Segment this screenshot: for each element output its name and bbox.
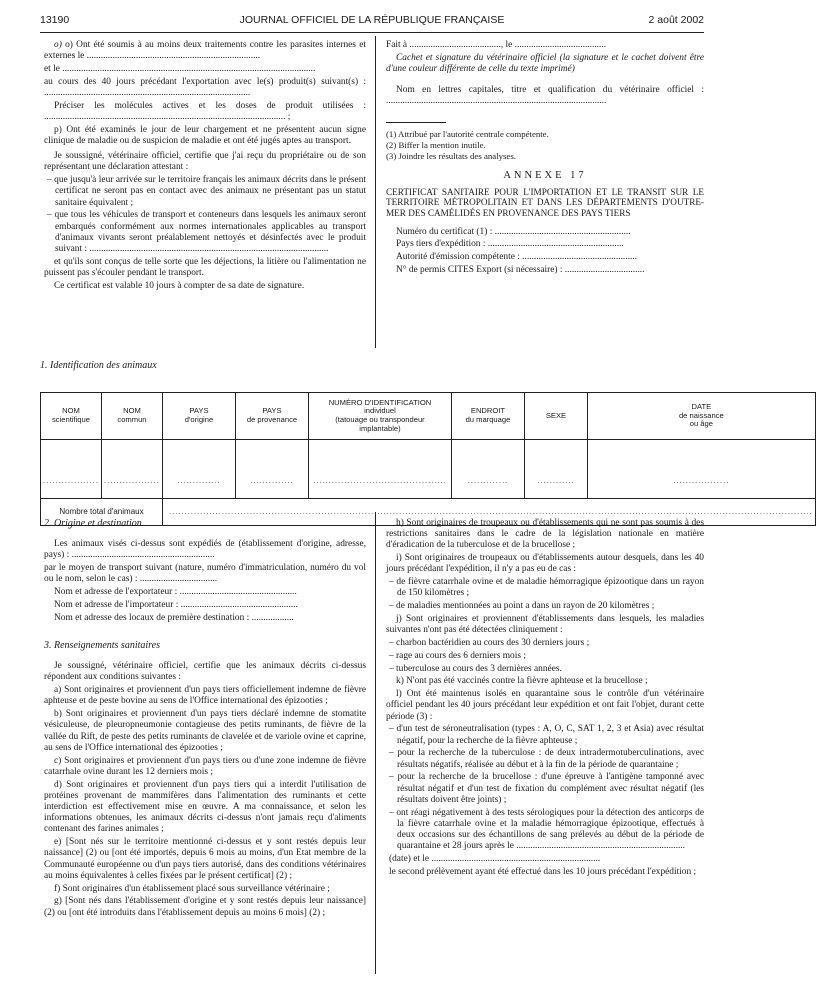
veterinarian-name-line: Nom en lettres capitales, titre et qualification du vétérinaire officiel : .............................................................................................. bbox=[386, 85, 704, 107]
cell-scientific-name: .................. bbox=[41, 440, 102, 499]
cell-marking-location: ............. bbox=[451, 440, 524, 499]
condition-j-item-3: – tuberculose au cours des 3 dernières années. bbox=[389, 663, 562, 674]
importer-line: Nom et adresse de l'importateur : .................................................. bbox=[54, 600, 298, 610]
declaration-item-contact: – que jusqu'à leur arrivée sur le territoire français les animaux décrits dans le présent certificat ne seront pas en contact avec des animaux ne présentant pas un statut sanitaire équivalent ; bbox=[47, 175, 366, 208]
top-right-column bbox=[386, 40, 704, 278]
total-animals-value: ............................................................................................................................................................................................................... bbox=[162, 499, 815, 526]
annexe-title: ANNEXE 17 bbox=[503, 169, 587, 181]
condition-l-item-3: – pour la recherche de la brucellose : d'une épreuve à l'antigène tamponné avec résultat négatif et d'un test de fixation du complément avec résultat négatif (les résultats doivent être joints) ; bbox=[389, 772, 704, 805]
condition-l-second-sample: le second prélèvement ayant été effectué dans les 10 jours précédant l'expédition ; bbox=[389, 866, 697, 877]
first-destination-line: Nom et adresse des locaux de première destination : .................. bbox=[54, 612, 294, 623]
issuing-authority-line: Autorité d'émission compétente : ................................................. bbox=[396, 252, 637, 263]
col-header-sex: SEXE bbox=[524, 393, 587, 440]
condition-f: f) Sont originaires d'un établissement placé sous surveillance vétérinaire ; bbox=[54, 883, 330, 894]
section-1-heading bbox=[40, 360, 704, 373]
shipping-country-line: Pays tiers d'expédition : .......................................................... bbox=[396, 239, 624, 250]
condition-k: k) N'ont pas été vaccinés contre la fièvre aphteuse et la brucellose ; bbox=[396, 676, 648, 687]
signature-instructions: Cachet et signature du vétérinaire officiel (la signature et le cachet doivent être d'une couleur différente de celle du texte imprimé) bbox=[386, 52, 704, 74]
cell-origin-country: .............. bbox=[162, 440, 235, 499]
cites-permit-line: N° de permis CITES Export (si nécessaire) : .................................. bbox=[396, 264, 645, 275]
section-3-title: 3. Renseignements sanitaires bbox=[44, 640, 161, 651]
col-header-common-name: NOM commun bbox=[101, 393, 162, 440]
column-divider-bottom bbox=[375, 512, 376, 974]
footnote-3: (3) Joindre les résultats des analyses. bbox=[386, 150, 516, 161]
header-rule bbox=[40, 32, 704, 33]
certificate-number-line: Numéro du certificat (1) : .......................................................... bbox=[396, 226, 631, 237]
issue-date: 2 août 2002 bbox=[648, 14, 704, 26]
cell-provenance-country: .............. bbox=[235, 440, 308, 499]
paragraph-o-dates: et le ............................................................................................................ bbox=[44, 64, 316, 74]
condition-l: l) Ont été maintenus isolés en quarantaine sous le contrôle d'un vétérinaire officiel pendant les 40 jours précédant leur expédition et ont fait l'objet, durant cette période (3) : bbox=[386, 689, 704, 722]
cell-sex: ............ bbox=[524, 440, 587, 499]
col-header-scientific-name: NOM scientifique bbox=[41, 393, 102, 440]
condition-l-date-line: (date) et le ........................................................................ bbox=[389, 854, 601, 864]
section-2-title: 2. Origine et destination bbox=[44, 518, 142, 529]
col-header-origin-country: PAYS d'origine bbox=[162, 393, 235, 440]
condition-l-item-1: – d'un test de séroneutralisation (types : A, O, C, SAT 1, 2, 3 et Asia) avec résultat négatif, pour la recherche de la fièvre aphteuse ; bbox=[389, 724, 704, 746]
col-header-birth-date: DATE de naissance ou âge bbox=[587, 393, 815, 440]
condition-j-item-1: – charbon bactéridien au cours des 30 derniers jours ; bbox=[389, 638, 590, 648]
footnotes bbox=[386, 129, 704, 162]
paragraph-declaration: Je soussigné, vétérinaire officiel, certifie que j'ai reçu du propriétaire ou de son représentant une déclaration attestant : bbox=[44, 151, 366, 173]
condition-c: c) Sont originaires et proviennent d'un pays tiers ou d'une zone indemne de fièvre catarrhale ovine durant les 12 derniers mois ; bbox=[44, 755, 366, 777]
condition-i: i) Sont originaires de troupeaux ou d'établissements autour desquels, dans les 40 jours précédant l'expédition, il n'y a pas eu de cas : bbox=[386, 553, 704, 575]
condition-e: e) [Sont nés sur le territoire mentionné ci-dessus et y sont restés depuis leur naissance] (2) ou [ont été importés, depuis 6 mois au moins, d'un Etat membre de la Communauté européenne ou d'un pays tiers autorisé, dans des conditions vétérinaires au moins équivalentes à celles fixées par le présent certificat] (2) ; bbox=[44, 837, 366, 881]
condition-i-item-2: – de maladies mentionnées au point a dans un rayon de 20 kilomètres ; bbox=[389, 601, 655, 612]
column-divider-top bbox=[375, 36, 376, 348]
cell-common-name: .................. bbox=[101, 440, 162, 499]
condition-j-item-2: – rage au cours des 6 derniers mois ; bbox=[389, 650, 526, 661]
section-1-title: 1. Identification des animaux bbox=[40, 360, 157, 371]
paragraph-o: o) o) Ont été soumis à au moins deux traitements contre les parasites internes et externes le .......................................................................... bbox=[44, 40, 366, 62]
table-header-row bbox=[41, 393, 816, 440]
condition-j: j) Sont originaires et proviennent d'établissements dans lesquels, les maladies suivantes n'ont pas été détectées cliniquement : bbox=[386, 614, 704, 636]
certificate-title: CERTIFICAT SANITAIRE POUR L'IMPORTATION ET LE TRANSIT SUR LE TERRITOIRE MÉTROPOLITAIN ET DANS LES DÉPARTEMENTS D'OUTRE-MER DES CAMÉLIDÉS EN PROVENANCE DES PAYS TIERS bbox=[386, 186, 704, 218]
condition-l-item-4: – ont réagi négativement à des tests sérologiques pour la détection des anticorps de la fièvre catarrhale ovine et la maladie hémorragique épizootique, effectués à deux occasions sur des échantillons de sang prélevés au début de la période de quarantaine et 28 jours après le ........................................................................ bbox=[389, 807, 704, 852]
paragraph-o-products: au cours des 40 jours précédant l'exportation avec le(s) produit(s) suivant(s) : ........................................................................................ bbox=[44, 76, 366, 98]
condition-g: g) [Sont nés dans l'établissement d'origine et y sont restés depuis leur naissance] (2) ou [ont été introduits dans l'établissement depuis au moins 6 mois] (2) ; bbox=[44, 896, 366, 918]
page-number: 13190 bbox=[40, 14, 70, 26]
col-header-provenance-country: PAYS de provenance bbox=[235, 393, 308, 440]
declaration-item-design: et qu'ils sont conçus de telle sorte que les déjections, la litière ou l'alimentation ne puissent pas s'écouler pendant le transport. bbox=[44, 256, 366, 279]
journal-title: JOURNAL OFFICIEL DE LA RÉPUBLIQUE FRANÇAISE bbox=[239, 14, 505, 26]
total-animals-label: Nombre total d'animaux bbox=[41, 499, 163, 526]
col-header-identification-number: NUMÉRO D'IDENTIFICATION individuel (tatouage ou transpondeur implantable) bbox=[308, 393, 451, 440]
declaration-item-vehicles: – que tous les véhicules de transport et conteneurs dans lesquels les animaux seront embarqués conformément aux normes internationales applicables au transport d'animaux vivants seront préalablement nettoyés et désinfectés avec le produit suivant : ...................................................................................................... bbox=[47, 210, 366, 255]
paragraph-molecules: Préciser les molécules actives et les doses de produit utilisées : ....................................................................................................... ; bbox=[44, 100, 366, 122]
bottom-right-column bbox=[386, 518, 704, 880]
condition-a: a) Sont originaires et proviennent d'un pays tiers officiellement indemne de fièvre aphteuse et de peste bovine au sens de l'Office international des épizooties ; bbox=[44, 685, 366, 707]
exporter-line: Nom et adresse de l'exportateur : .................................................. bbox=[54, 587, 297, 598]
paragraph-validity: Ce certificat est valable 10 jours à compter de sa date de signature. bbox=[54, 280, 305, 291]
footnote-1: (1) Attribué par l'autorité centrale compétente. bbox=[386, 128, 549, 139]
table-row bbox=[41, 440, 816, 499]
condition-b: b) Sont originaires et proviennent d'un pays tiers déclaré indemne de stomatite vésiculeuse, de pleuropneumonie contagieuse des petits ruminants, de fièvre de la vallée du Rift, de peste des petits ruminants de clavelée et de variole ovine et caprine, au sens de l'Office international des épizooties ; bbox=[44, 709, 366, 753]
footnote-2: (2) Biffer la mention inutile. bbox=[386, 139, 486, 150]
condition-d: d) Sont originaires et proviennent d'un pays tiers qui a interdit l'utilisation de protéines provenant de mammifères dans l'alimentation des ruminants et cette interdiction est effectivement mise en œuvre. A ma connaissance, et selon les informations obtenues, les animaux décrits ci-dessus n'ont jamais reçu d'aliments contenant des farines animales ; bbox=[44, 779, 366, 835]
top-left-column bbox=[44, 40, 366, 294]
condition-l-item-2: – pour la recherche de la tuberculose : de deux intradermotuberculinations, avec résultats négatifs, réalisée au début et à la fin de la période de quarantaine ; bbox=[389, 748, 704, 770]
footnote-rule bbox=[386, 122, 446, 123]
transport-line: par le moyen de transport suivant (nature, numéro d'immatriculation, numéro du vol ou le nom, selon le cas) : ................................. bbox=[44, 563, 366, 585]
signature-place-date: Fait à ......................................., le ....................................... bbox=[386, 40, 607, 50]
condition-i-item-1: – de fièvre catarrhale ovine et de maladie hémorragique épizootique dans un rayon de 150 kilomètres ; bbox=[389, 577, 704, 599]
condition-h: h) Sont originaires de troupeaux ou d'établissements qui ne sont pas soumis à des restrictions sanitaires dans le cadre de la législation nationale en matière d'éradication de la tuberculose et de la brucellose ; bbox=[386, 518, 704, 551]
page-header bbox=[40, 14, 704, 30]
origin-establishment-line: Les animaux visés ci-dessus sont expédiés de (établissement d'origine, adresse, pays) : ............................................................. bbox=[44, 539, 366, 561]
bottom-left-column bbox=[44, 518, 366, 920]
health-intro: Je soussigné, vétérinaire officiel, certifie que les animaux décrits ci-dessus répondent aux conditions suivantes : bbox=[44, 661, 366, 683]
cell-identification-number: ........................................... bbox=[308, 440, 451, 499]
col-header-marking-location: ENDROIT du marquage bbox=[451, 393, 524, 440]
cell-birth-date: .................. bbox=[587, 440, 815, 499]
identification-table bbox=[40, 392, 816, 526]
paragraph-p: p) Ont été examinés le jour de leur chargement et ne présentent aucun signe clinique de maladie ou de suspicion de maladie et ont été jugés aptes au transport. bbox=[44, 124, 366, 146]
